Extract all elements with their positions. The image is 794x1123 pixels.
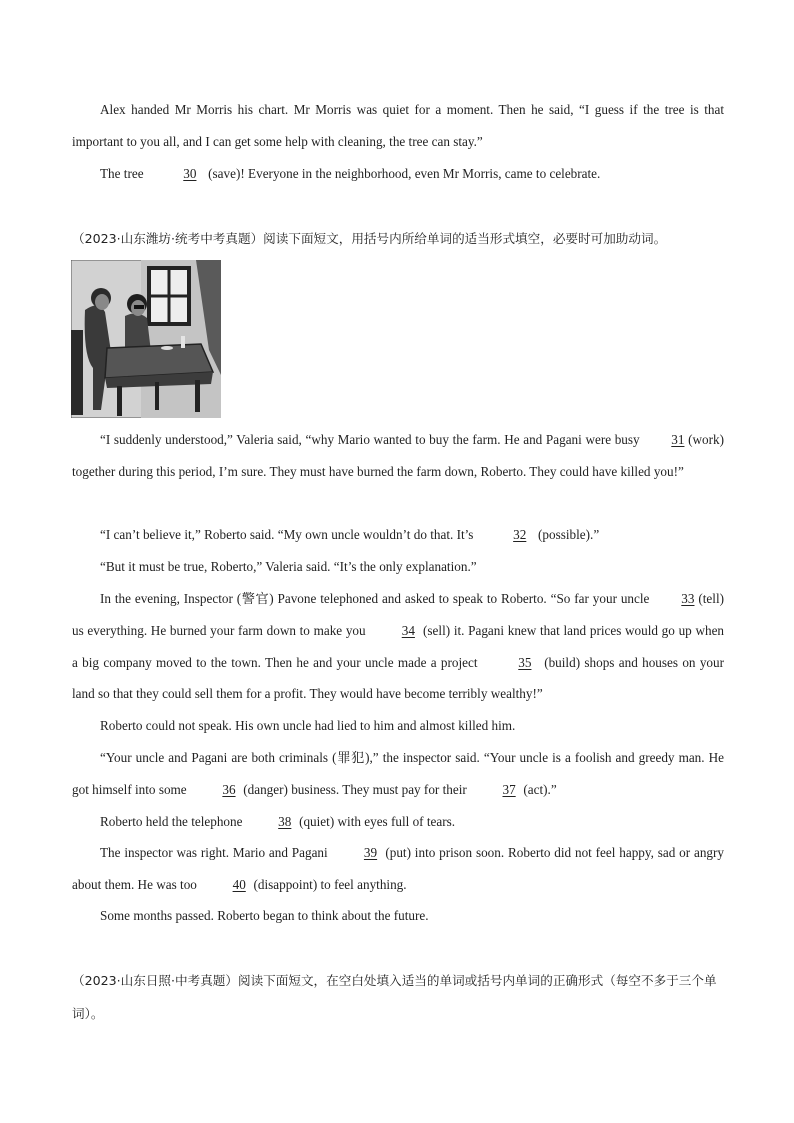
- section-heading-weifang: （2023·山东潍坊·统考中考真题）阅读下面短文，用括号内所给单词的适当形式填空，必要时可加助动词。: [72, 231, 667, 246]
- blank-30: 30: [183, 166, 197, 181]
- paragraph-31: “I suddenly understood,” Valeria said, “why Mario wanted to buy the farm. He and Pagani were busy 31 (work) together during this period, I’m sure. They must have burned the farm down, Roberto. They could have killed you!”: [72, 424, 724, 488]
- blank-40: 40: [232, 876, 246, 892]
- paragraph-speechless: Roberto could not speak. His own uncle had lied to him and almost killed him.: [100, 718, 516, 733]
- blank-33: 33: [681, 591, 695, 606]
- paragraph-36-37: “Your uncle and Pagani are both criminals (罪犯),” the inspector said. “Your uncle is a foolish and greedy man. He got himself into some 36 (danger) business. They must pay for their 37 (act).”: [72, 742, 724, 806]
- paragraph-39-40: The inspector was right. Mario and Pagani 39 (put) into prison soon. Roberto did not feel happy, sad or angry about them. He was too 40 (disappoint) to feel anything.: [72, 837, 724, 901]
- blank-34: 34: [401, 622, 415, 638]
- blank-37: 37: [502, 781, 516, 797]
- blank-39: 39: [363, 845, 378, 860]
- paragraph-top-1: Alex handed Mr Morris his chart. Mr Morris was quiet for a moment. Then he said, “I guess if the tree is that important to you all, and I can get some help with cleaning, the tree can stay.”: [72, 102, 724, 149]
- blank-38: 38: [278, 814, 292, 829]
- paragraph-months-passed: Some months passed. Roberto began to think about the future.: [100, 908, 429, 923]
- blank-36: 36: [222, 781, 236, 797]
- blank-31: 31: [671, 432, 685, 447]
- paragraph-top-2: The tree 30 (save)! Everyone in the neighborhood, even Mr Morris, came to celebrate.: [72, 158, 724, 190]
- paragraph-explanation: “But it must be true, Roberto,” Valeria said. “It’s the only explanation.”: [100, 559, 477, 574]
- blank-32: 32: [513, 527, 527, 542]
- paragraph-33-35: In the evening, Inspector (警官) Pavone telephoned and asked to speak to Roberto. “So far your uncle 33 (tell) us everything. He burned your farm down to make you 34 (sell) it. Pagani knew that land prices would go up when a big company moved to the town. Then he and your uncle made a project 35 (build) shops and houses on your land so that they could sell them for a profit. They would have become terribly wealthy!”: [72, 583, 724, 710]
- paragraph-38: Roberto held the telephone 38 (quiet) with eyes full of tears.: [72, 806, 724, 838]
- section-heading-rizhao: （2023·山东日照·中考真题）阅读下面短文，在空白处填入适当的单词或括号内单词的正确形式（每空不多于三个单词）。: [72, 973, 717, 1021]
- illustration-image: [71, 260, 221, 418]
- blank-35: 35: [518, 654, 532, 670]
- illustration-two-men-at-table-icon: [71, 260, 221, 418]
- paragraph-32: “I can’t believe it,” Roberto said. “My own uncle wouldn’t do that. It’s 32 (possible).”: [72, 519, 724, 551]
